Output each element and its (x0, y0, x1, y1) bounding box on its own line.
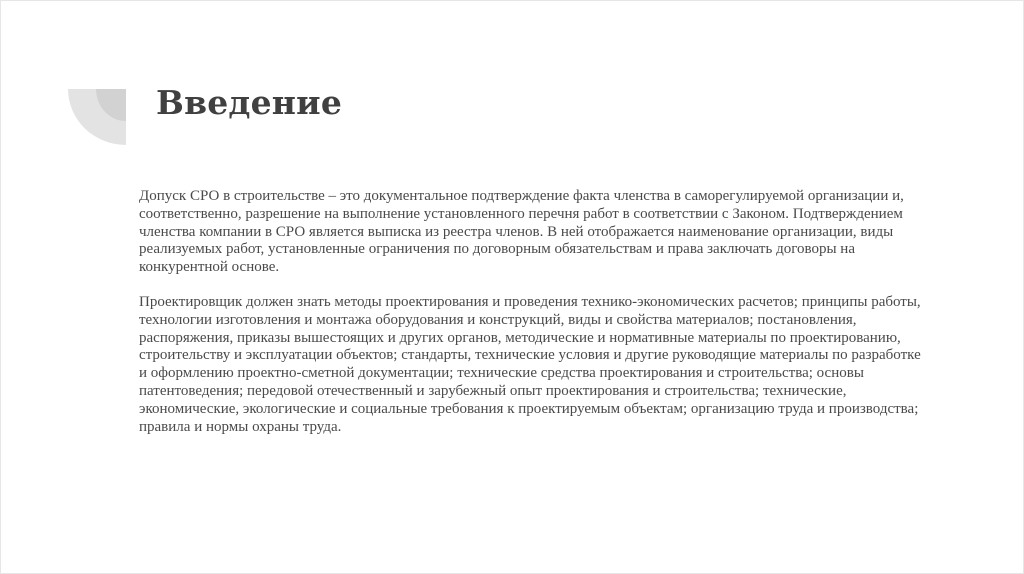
paragraph-sro-definition: Допуск СРО в строительстве – это документальное подтверждение факта членства в саморегулируемой организации и, соответственно, разрешение на выполнение установленного перечня работ в соответствии с Законом. Подтверждением членства компании в СРО является выписка из реестра членов. В ней отображается наименование организации, виды реализуемых работ, установленные ограничения по договорным обязательствам и права заключать договоры на конкурентной основе. (139, 188, 904, 276)
slide-body (139, 188, 929, 436)
paragraph-designer-requirements: Проектировщик должен знать методы проектирования и проведения технико-экономических расчетов; принципы работы, технологии изготовления и монтажа оборудования и конструкций, виды и свойства материалов; постановления, распоряжения, приказы вышестоящих и других органов, методические и нормативные материалы по проектированию, строительству и эксплуатации объектов; стандарты, технические условия и другие руководящие материалы по разработке и оформлению проектно-сметной документации; технические средства проектирования и строительства; основы патентоведения; передовой отечественный и зарубежный опыт проектирования и строительства; технические, экономические, экологические и социальные требования к проектируемым объектам; организацию труда и производства; правила и нормы охраны труда. (139, 293, 921, 435)
corner-decoration-icon (68, 89, 126, 145)
slide-title: Введение (156, 83, 343, 122)
